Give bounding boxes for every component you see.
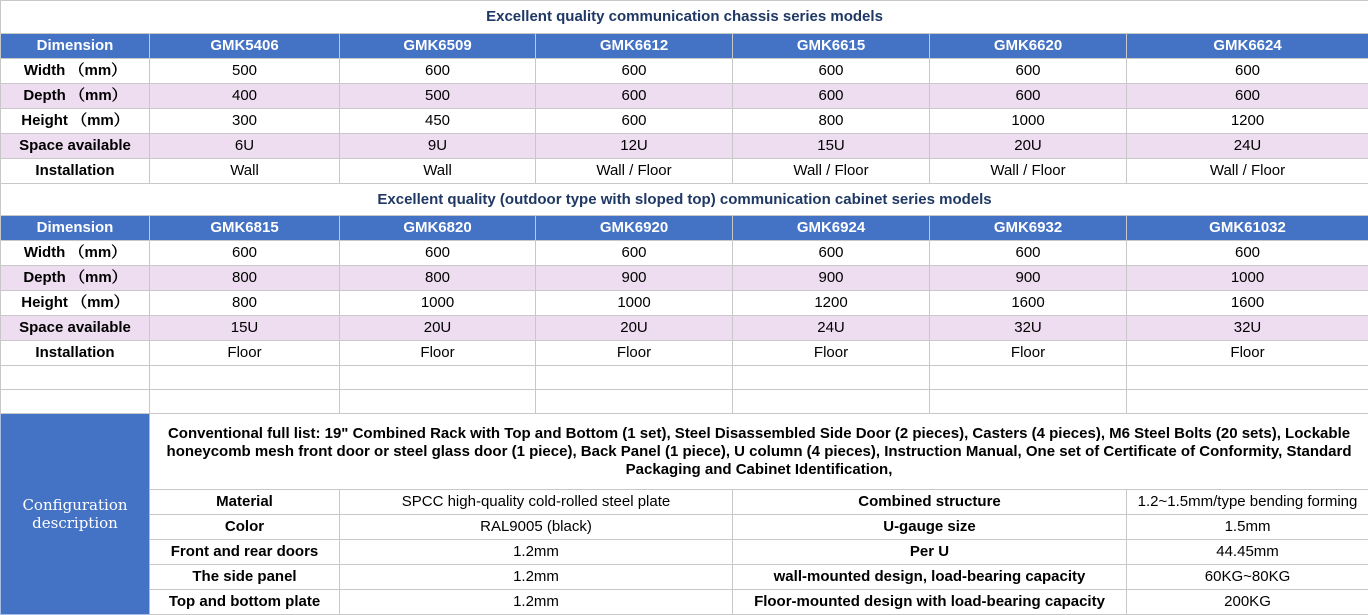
cell: 800	[733, 109, 930, 134]
cell: Wall	[150, 159, 340, 184]
cell: Floor	[733, 341, 930, 366]
row-label: Installation	[1, 159, 150, 184]
cell: 500	[340, 84, 536, 109]
model-header: GMK6612	[536, 34, 733, 59]
cell: 800	[340, 266, 536, 291]
model-header: GMK6615	[733, 34, 930, 59]
cell: 900	[930, 266, 1127, 291]
row-label: Width （mm）	[1, 241, 150, 266]
cell: 1000	[536, 291, 733, 316]
config-full-list: Conventional full list: 19" Combined Rack with Top and Bottom (1 set), Steel Disassembled Side Door (2 pieces), Casters (4 pieces), M6 Steel Bolts (20 sets), Lockable honeycomb mesh front door or steel glass door (1 piece), Back Panel (1 piece), U column (4 pieces), Instruction Manual, One set of Certificate of Conformity, Standard Packaging and Cabinet Identification,	[150, 414, 1368, 490]
config-label: Configuration description	[1, 414, 150, 615]
cell: 1600	[1127, 291, 1368, 316]
header-label: Dimension	[1, 216, 150, 241]
cell: 12U	[536, 134, 733, 159]
cell: Wall	[340, 159, 536, 184]
cell: 32U	[930, 316, 1127, 341]
cell: 600	[1127, 84, 1368, 109]
table-row	[1, 59, 1368, 84]
cell: 600	[536, 241, 733, 266]
cell: Wall / Floor	[733, 159, 930, 184]
table-row	[1, 291, 1368, 316]
spec-label: The side panel	[150, 565, 340, 590]
cell: 1000	[930, 109, 1127, 134]
cell: 600	[340, 241, 536, 266]
spec-label: wall-mounted design, load-bearing capacity	[733, 565, 1127, 590]
spec-label: Front and rear doors	[150, 540, 340, 565]
spec-value: 1.5mm	[1127, 515, 1368, 540]
spec-row	[1, 515, 1368, 540]
cell: 600	[930, 84, 1127, 109]
cell: 1200	[1127, 109, 1368, 134]
spec-value: 200KG	[1127, 590, 1368, 615]
cell: 1600	[930, 291, 1127, 316]
cell: Floor	[150, 341, 340, 366]
row-label: Space available	[1, 316, 150, 341]
cell: 900	[536, 266, 733, 291]
spec-value: 1.2~1.5mm/type bending forming	[1127, 490, 1368, 515]
spec-row	[1, 490, 1368, 515]
cell: 1000	[340, 291, 536, 316]
row-label: Installation	[1, 341, 150, 366]
spec-label: Combined structure	[733, 490, 1127, 515]
cell: Wall / Floor	[536, 159, 733, 184]
cell: 6U	[150, 134, 340, 159]
cell: 24U	[733, 316, 930, 341]
model-header: GMK6820	[340, 216, 536, 241]
table-row	[1, 134, 1368, 159]
cell: 24U	[1127, 134, 1368, 159]
cell: 600	[930, 241, 1127, 266]
spec-label: Per U	[733, 540, 1127, 565]
cell: Floor	[340, 341, 536, 366]
cell: 20U	[536, 316, 733, 341]
row-label: Space available	[1, 134, 150, 159]
cell: 400	[150, 84, 340, 109]
cell: 1000	[1127, 266, 1368, 291]
config-list-row	[1, 414, 1368, 490]
model-header: GMK6920	[536, 216, 733, 241]
model-header: GMK5406	[150, 34, 340, 59]
cell: Floor	[1127, 341, 1368, 366]
spec-value: 1.2mm	[340, 540, 733, 565]
blank-row	[1, 390, 1368, 414]
header-label: Dimension	[1, 34, 150, 59]
cell: Floor	[536, 341, 733, 366]
cell: 600	[536, 109, 733, 134]
table-row	[1, 266, 1368, 291]
row-label: Height （mm）	[1, 291, 150, 316]
cell: 600	[930, 59, 1127, 84]
model-header: GMK6624	[1127, 34, 1368, 59]
spec-value: 60KG~80KG	[1127, 565, 1368, 590]
spec-value: SPCC high-quality cold-rolled steel plate	[340, 490, 733, 515]
model-header: GMK61032	[1127, 216, 1368, 241]
model-header: GMK6815	[150, 216, 340, 241]
spec-row	[1, 590, 1368, 615]
cell: 800	[150, 291, 340, 316]
cell: 600	[1127, 59, 1368, 84]
spec-row	[1, 540, 1368, 565]
cell: 20U	[930, 134, 1127, 159]
cell: 600	[536, 59, 733, 84]
cell: Floor	[930, 341, 1127, 366]
cell: 500	[150, 59, 340, 84]
row-label: Width （mm）	[1, 59, 150, 84]
cell: 32U	[1127, 316, 1368, 341]
cell: 800	[150, 266, 340, 291]
spec-row	[1, 565, 1368, 590]
cell: 9U	[340, 134, 536, 159]
cell: 900	[733, 266, 930, 291]
section2-header-row	[1, 216, 1368, 241]
section1-header-row	[1, 34, 1368, 59]
spec-value: 1.2mm	[340, 590, 733, 615]
model-header: GMK6509	[340, 34, 536, 59]
spec-value: 1.2mm	[340, 565, 733, 590]
table-row	[1, 159, 1368, 184]
cell: 20U	[340, 316, 536, 341]
cell: 600	[1127, 241, 1368, 266]
spec-label: Top and bottom plate	[150, 590, 340, 615]
table-row	[1, 316, 1368, 341]
cell: Wall / Floor	[1127, 159, 1368, 184]
table-row	[1, 341, 1368, 366]
row-label: Depth （mm）	[1, 266, 150, 291]
blank-row	[1, 366, 1368, 390]
table-row	[1, 109, 1368, 134]
cell: 600	[733, 59, 930, 84]
spec-label: U-gauge size	[733, 515, 1127, 540]
cell: 15U	[733, 134, 930, 159]
spec-label: Material	[150, 490, 340, 515]
spec-value: RAL9005 (black)	[340, 515, 733, 540]
spec-label: Floor-mounted design with load-bearing capacity	[733, 590, 1127, 615]
table-row	[1, 84, 1368, 109]
section1-title: Excellent quality communication chassis series models	[1, 1, 1368, 34]
spec-value: 44.45mm	[1127, 540, 1368, 565]
model-header: GMK6620	[930, 34, 1127, 59]
spec-label: Color	[150, 515, 340, 540]
cell: 15U	[150, 316, 340, 341]
cell: 600	[340, 59, 536, 84]
cell: Wall / Floor	[930, 159, 1127, 184]
table-row	[1, 241, 1368, 266]
cell: 450	[340, 109, 536, 134]
cell: 1200	[733, 291, 930, 316]
model-header: GMK6932	[930, 216, 1127, 241]
cell: 600	[733, 241, 930, 266]
cell: 600	[150, 241, 340, 266]
cell: 600	[733, 84, 930, 109]
cell: 600	[536, 84, 733, 109]
row-label: Height （mm）	[1, 109, 150, 134]
cell: 300	[150, 109, 340, 134]
section2-title: Excellent quality (outdoor type with sloped top) communication cabinet series models	[1, 184, 1368, 216]
row-label: Depth （mm）	[1, 84, 150, 109]
model-header: GMK6924	[733, 216, 930, 241]
